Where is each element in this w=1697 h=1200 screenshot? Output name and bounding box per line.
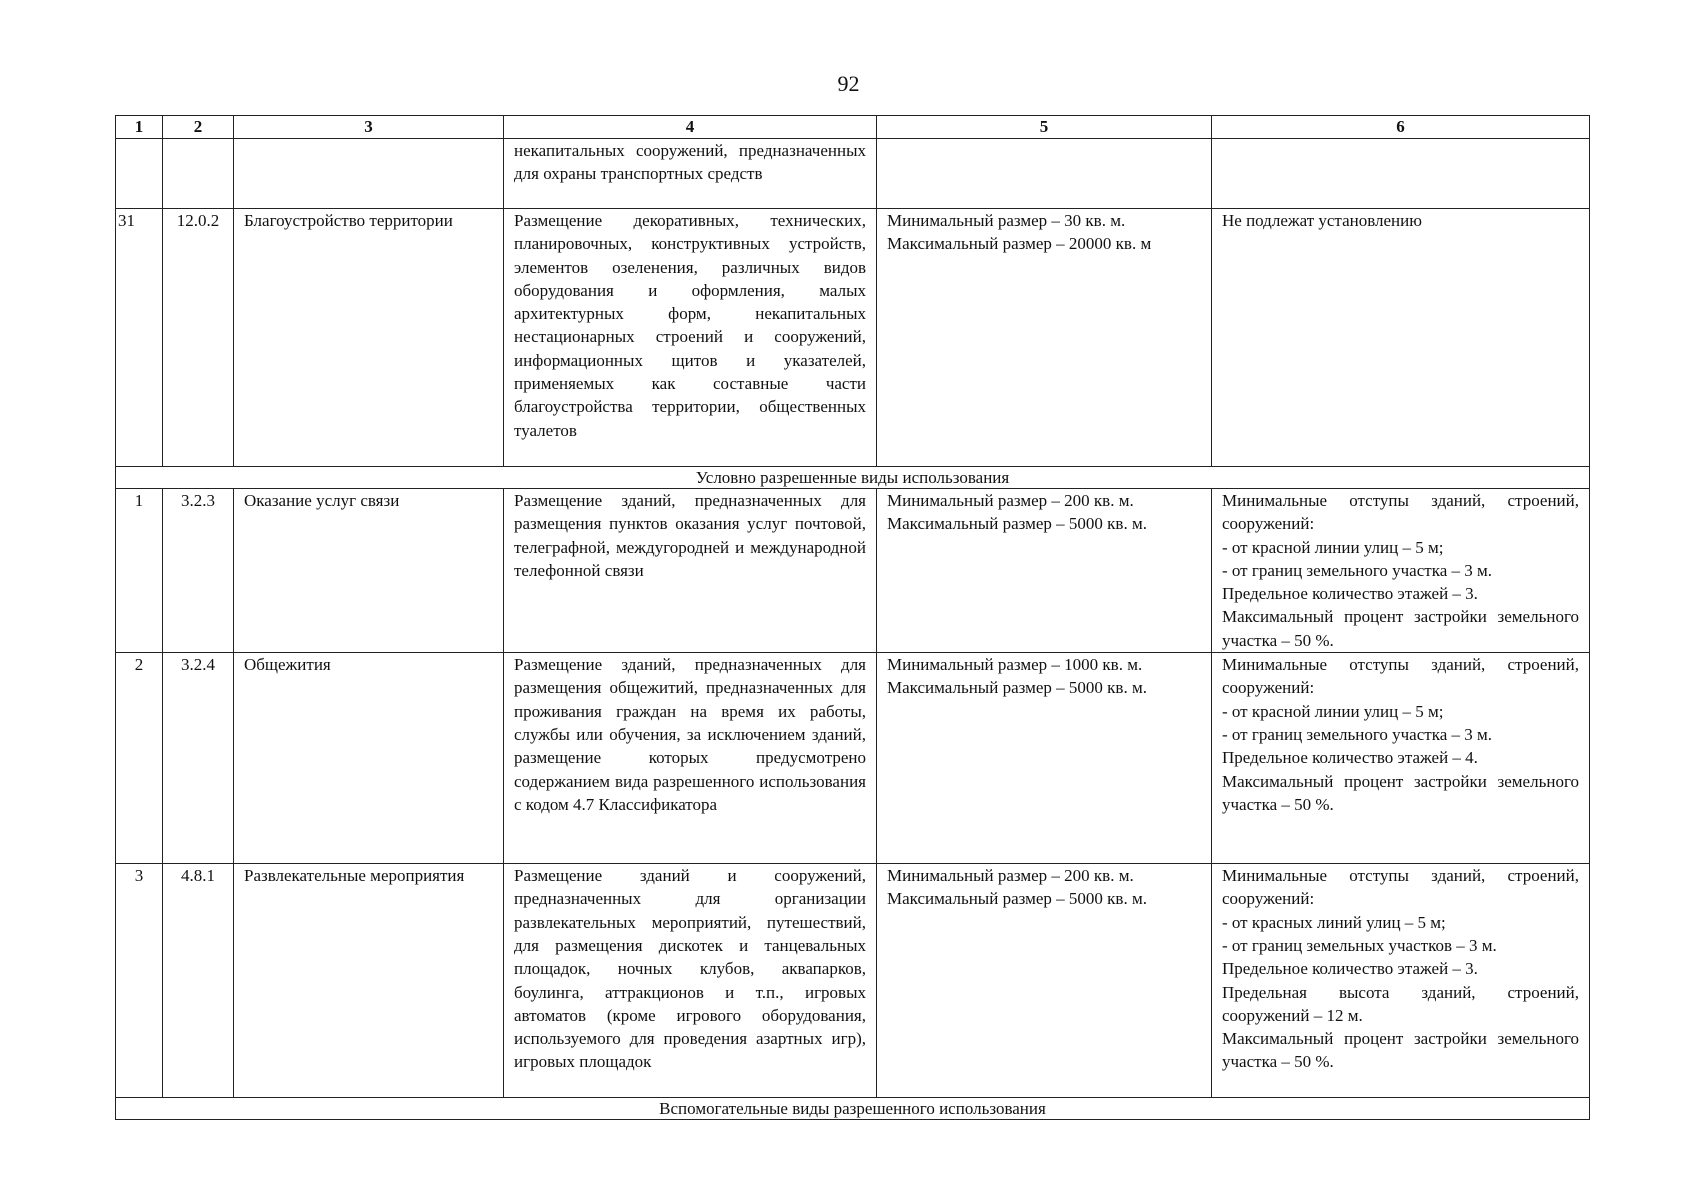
param-line: Минимальные отступы зданий, строений, сооружений: <box>1222 866 1579 909</box>
row-name: Благоустройство территории <box>234 209 504 467</box>
row-code: 3.2.3 <box>163 489 234 653</box>
row-number: 1 <box>116 489 163 653</box>
param-line: Минимальные отступы зданий, строений, сооружений: <box>1222 491 1579 534</box>
page-number: 92 <box>837 71 860 96</box>
column-header: 1 <box>116 116 163 139</box>
row-description: Размещение зданий, предназначенных для размещения общежитий, предназначенных для проживания граждан на время их работы, службы или обучения, за исключением зданий, размещение которых предусмотрено содержанием вида разрешенного использования с кодом 4.7 Классификатора <box>504 653 877 864</box>
table-row <box>116 139 1590 209</box>
row-name <box>234 139 504 209</box>
row-number: 2 <box>116 653 163 864</box>
table-row <box>116 209 1590 467</box>
size-line: Максимальный размер – 5000 кв. м. <box>887 889 1147 909</box>
row-name: Общежития <box>234 653 504 864</box>
row-params <box>1212 864 1590 1098</box>
param-line: Максимальный процент застройки земельного участка – 50 %. <box>1222 771 1579 814</box>
param-line: Не подлежат установлению <box>1222 211 1422 230</box>
row-description: Размещение зданий и сооружений, предназначенных для организации развлекательных мероприятий, путешествий, для размещения дискотек и танцевальных площадок, ночных клубов, аквапарков, боулинга, аттракционов и т.п., игровых автоматов (кроме игрового оборудования, используемого для проведения азартных игр), игровых площадок <box>504 864 877 1098</box>
row-size <box>877 653 1212 864</box>
section-title-conditional: Условно разрешенные виды использования <box>116 467 1590 489</box>
size-line: Минимальный размер – 30 кв. м. <box>887 211 1126 230</box>
row-name: Оказание услуг связи <box>234 489 504 653</box>
param-line: - от границ земельных участков – 3 м. <box>1222 935 1497 955</box>
param-line: Предельное количество этажей – 3. <box>1222 959 1478 979</box>
size-line: Минимальный размер – 200 кв. м. <box>887 866 1134 886</box>
row-name: Развлекательные мероприятия <box>234 864 504 1098</box>
param-line: Предельное количество этажей – 4. <box>1222 748 1478 768</box>
param-line: Предельная высота зданий, строений, сооружений – 12 м. <box>1222 982 1579 1025</box>
row-number: 31 <box>116 209 163 467</box>
table-row <box>116 653 1590 864</box>
row-code: 12.0.2 <box>163 209 234 467</box>
row-code <box>163 139 234 209</box>
column-header: 4 <box>504 116 877 139</box>
row-description: Размещение декоративных, технических, планировочных, конструктивных устройств, элементов озеленения, различных видов оборудования и оформления, малых архитектурных форм, некапитальных нестационарных строений и сооружений, информационных щитов и указателей, применяемых как составные части благоустройства территории, общественных туалетов <box>504 209 877 467</box>
row-description: некапитальных сооружений, предназначенных для охраны транспортных средств <box>504 139 877 209</box>
row-number <box>116 139 163 209</box>
param-line: - от границ земельного участка – 3 м. <box>1222 560 1492 580</box>
size-line: Минимальный размер – 1000 кв. м. <box>887 655 1143 675</box>
row-size <box>877 489 1212 653</box>
row-params <box>1212 653 1590 864</box>
row-number: 3 <box>116 864 163 1098</box>
column-header: 3 <box>234 116 504 139</box>
param-line: Предельное количество этажей – 3. <box>1222 584 1478 604</box>
column-header: 5 <box>877 116 1212 139</box>
size-line: Минимальный размер – 200 кв. м. <box>887 491 1134 510</box>
size-line: Максимальный размер – 5000 кв. м. <box>887 678 1147 698</box>
row-description: Размещение зданий, предназначенных для размещения пунктов оказания услуг почтовой, телеграфной, междугородней и международной телефонной связи <box>504 489 877 653</box>
table-row <box>116 864 1590 1098</box>
column-header: 6 <box>1212 116 1590 139</box>
row-params <box>1212 139 1590 209</box>
param-line: - от красной линии улиц – 5 м; <box>1222 537 1444 557</box>
size-line: Максимальный размер – 20000 кв. м <box>887 234 1152 254</box>
row-code: 4.8.1 <box>163 864 234 1098</box>
param-line: Максимальный процент застройки земельного участка – 50 %. <box>1222 607 1579 650</box>
row-size <box>877 209 1212 467</box>
param-line: - от красных линий улиц – 5 м; <box>1222 912 1446 932</box>
row-code: 3.2.4 <box>163 653 234 864</box>
row-params <box>1212 209 1590 467</box>
row-size <box>877 139 1212 209</box>
size-line: Максимальный размер – 5000 кв. м. <box>887 514 1147 534</box>
column-header: 2 <box>163 116 234 139</box>
section-row <box>116 467 1590 489</box>
param-line: Максимальный процент застройки земельного участка – 50 %. <box>1222 1029 1579 1072</box>
row-params <box>1212 489 1590 653</box>
table-row <box>116 489 1590 653</box>
row-size <box>877 864 1212 1098</box>
param-line: - от красной линии улиц – 5 м; <box>1222 701 1444 721</box>
section-row <box>116 1098 1590 1120</box>
section-title-auxiliary: Вспомогательные виды разрешенного использования <box>116 1098 1590 1120</box>
land-use-table <box>115 115 1590 1120</box>
param-line: Минимальные отступы зданий, строений, сооружений: <box>1222 655 1579 698</box>
param-line: - от границ земельного участка – 3 м. <box>1222 724 1492 744</box>
header-row <box>116 116 1590 139</box>
